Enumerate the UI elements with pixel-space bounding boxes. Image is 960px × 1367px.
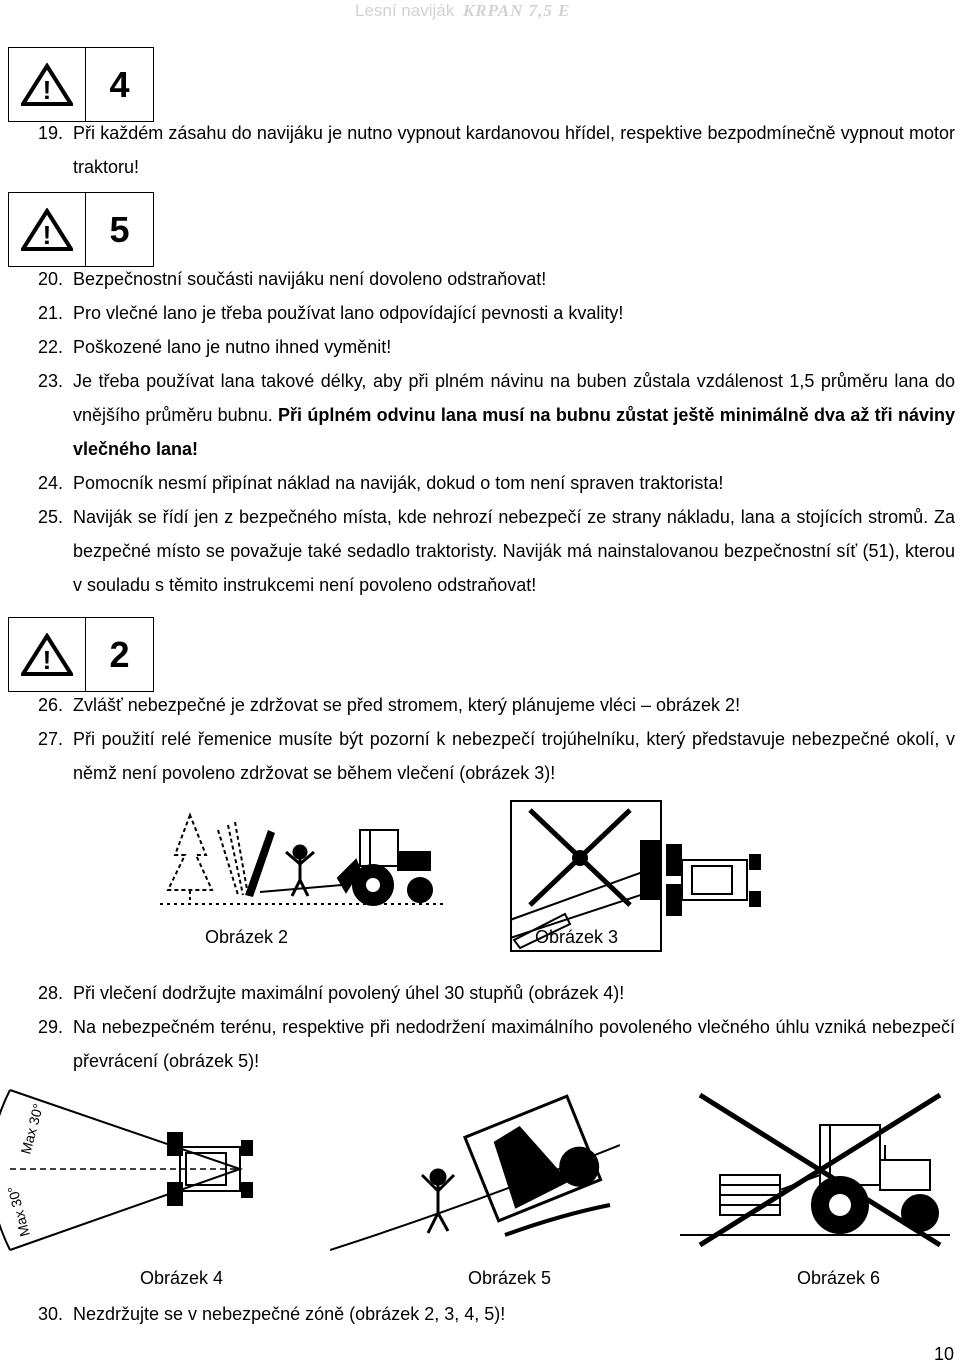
list-item bbox=[0, 116, 960, 184]
list-item bbox=[0, 1297, 960, 1331]
item-number: 25. bbox=[38, 507, 64, 527]
item-text: Zvlášť nebezpečné je zdržovat se před stromem, který plánujeme vléci – obrázek 2! bbox=[73, 695, 741, 715]
warning-number: 2 bbox=[109, 633, 130, 675]
warning-box-4 bbox=[8, 47, 154, 122]
figure-4-illustration bbox=[0, 1085, 280, 1255]
svg-text:!: ! bbox=[42, 74, 52, 105]
figure-caption: Obrázek 2 bbox=[205, 927, 289, 947]
item-number: 19. bbox=[38, 123, 64, 143]
list-item bbox=[0, 976, 960, 1010]
item-text: Při každém zásahu do navijáku je nutno vypnout kardanovou hřídel, respektive bezpodmínečně vypnout motor traktoru! bbox=[73, 123, 955, 177]
running-header bbox=[355, 1, 615, 21]
item-number: 30. bbox=[38, 1304, 64, 1324]
warning-triangle-icon bbox=[9, 193, 86, 266]
figure-caption: Obrázek 6 bbox=[797, 1268, 881, 1288]
warning-number: 5 bbox=[109, 208, 130, 250]
list-item bbox=[0, 364, 960, 466]
item-text: Naviják se řídí jen z bezpečného místa, kde nehrozí nebezpečí ze strany nákladu, lana a stojících stromů. Za bezpečné místo se považuje také sedadlo traktoristy. Naviják má nainstalovanou bezpečnostní síť (51), kterou v souladu s těmito instrukcemi není povoleno odstraňovat! bbox=[73, 507, 955, 595]
item-text: Na nebezpečném terénu, respektive při nedodržení maximálního povoleného vlečného úhlu vzniká nebezpečí převrácení (obrázek 5)! bbox=[73, 1017, 955, 1071]
item-number: 26. bbox=[38, 695, 64, 715]
items-block-2 bbox=[0, 262, 960, 602]
items-block-3 bbox=[0, 688, 960, 790]
header-title: Lesní naviják bbox=[355, 1, 455, 20]
warning-box-2 bbox=[8, 617, 154, 692]
figure-4-angle-label-top: Max 30° bbox=[17, 1101, 47, 1156]
list-item bbox=[0, 722, 960, 790]
items-block-1 bbox=[0, 116, 960, 184]
figure-3-tractor bbox=[662, 820, 772, 930]
svg-text:!: ! bbox=[42, 219, 52, 250]
figure-caption: Obrázek 4 bbox=[140, 1268, 224, 1288]
item-text: Při vlečení dodržujte maximální povolený úhel 30 stupňů (obrázek 4)! bbox=[73, 983, 625, 1003]
figure-caption: Obrázek 5 bbox=[468, 1268, 552, 1288]
item-number: 29. bbox=[38, 1017, 64, 1037]
page-number: 10 bbox=[933, 1344, 954, 1364]
item-text-bold: Při úplném odvinu lana musí na bubnu zůstat ještě minimálně dva až tři náviny vlečného lana! bbox=[73, 405, 955, 459]
list-item bbox=[0, 688, 960, 722]
list-item bbox=[0, 296, 960, 330]
item-number: 20. bbox=[38, 269, 64, 289]
item-text: Pro vlečné lano je třeba používat lano odpovídající pevnosti a kvality! bbox=[73, 303, 624, 323]
figure-6-illustration bbox=[680, 1085, 950, 1255]
item-text: Při použití relé řemenice musíte být pozorní k nebezpečí trojúhelníku, který představuje nebezpečné okolí, v němž není povoleno zdržovat se během vlečení (obrázek 3)! bbox=[73, 729, 955, 783]
list-item bbox=[0, 262, 960, 296]
figure-2-illustration bbox=[160, 800, 445, 910]
warning-triangle-icon bbox=[9, 48, 86, 121]
item-number: 23. bbox=[38, 371, 64, 391]
item-number: 27. bbox=[38, 729, 64, 749]
item-number: 28. bbox=[38, 983, 64, 1003]
list-item bbox=[0, 500, 960, 602]
item-text: Bezpečnostní součásti navijáku není dovoleno odstraňovat! bbox=[73, 269, 547, 289]
svg-text:!: ! bbox=[42, 644, 52, 675]
item-text: Nezdržujte se v nebezpečné zóně (obrázek 2, 3, 4, 5)! bbox=[73, 1304, 506, 1324]
item-number: 21. bbox=[38, 303, 64, 323]
items-block-4 bbox=[0, 976, 960, 1078]
figure-5-illustration bbox=[330, 1085, 620, 1255]
item-text: Poškozené lano je nutno ihned vyměnit! bbox=[73, 337, 392, 357]
header-brand: KRPAN 7,5 E bbox=[462, 1, 571, 20]
figure-caption: Obrázek 3 bbox=[535, 927, 619, 947]
warning-number: 4 bbox=[109, 63, 130, 105]
items-block-5 bbox=[0, 1297, 960, 1331]
warning-box-5 bbox=[8, 192, 154, 267]
list-item bbox=[0, 466, 960, 500]
item-number: 24. bbox=[38, 473, 64, 493]
item-number: 22. bbox=[38, 337, 64, 357]
item-text: Je třeba používat lana takové délky, aby při plném návinu na buben zůstala vzdálenost 1,5 průměru lana do vnějšího průměru bubnu. bbox=[73, 371, 955, 425]
list-item bbox=[0, 330, 960, 364]
item-text: Pomocník nesmí připínat náklad na naviják, dokud o tom není spraven traktorista! bbox=[73, 473, 724, 493]
list-item bbox=[0, 1010, 960, 1078]
figure-4-angle-label-bottom: Max 30° bbox=[4, 1184, 33, 1239]
warning-triangle-icon bbox=[9, 618, 86, 691]
